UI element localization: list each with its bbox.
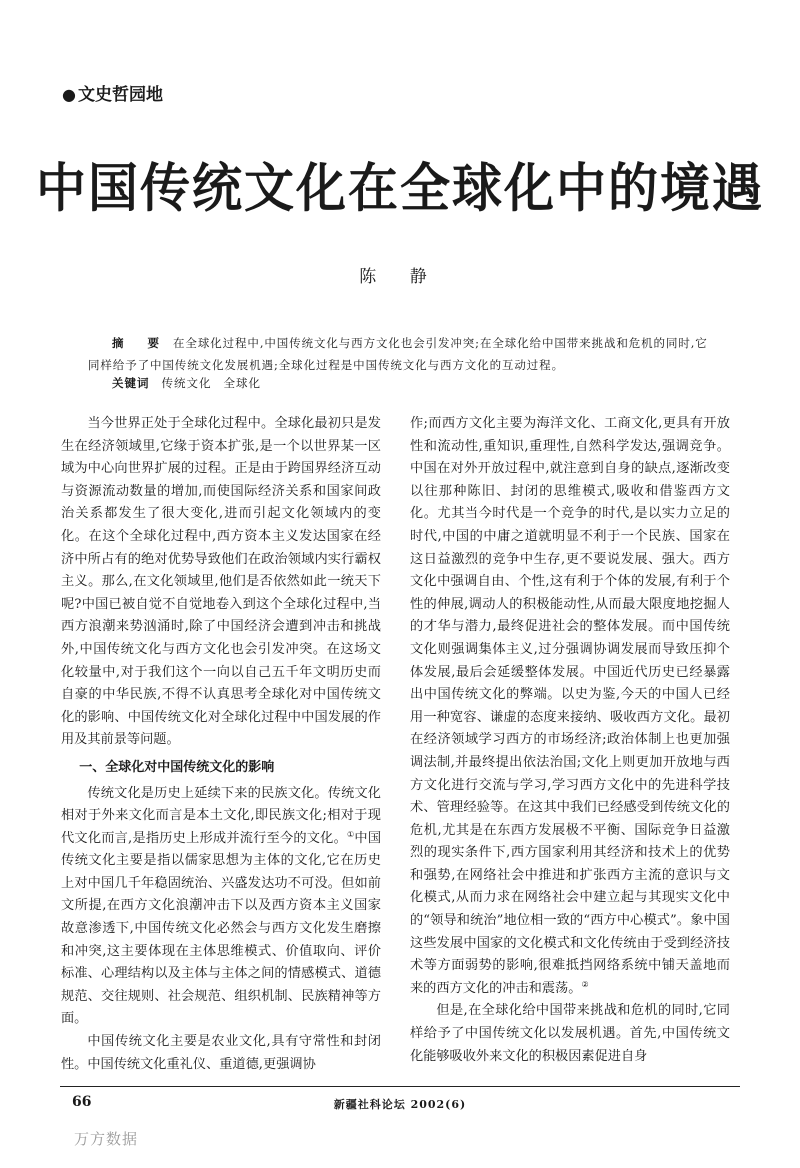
- footnote-marker: ②: [581, 979, 589, 989]
- author: 陈 静: [359, 267, 441, 287]
- abstract-text: 在全球化过程中,中国传统文化与西方文化也会引发冲突;在全球化给中国带来挑战和危机的同时,它同样给予了中国传统文化发展机遇;全球化过程是中国传统文化与西方文化的互动过程。: [88, 336, 708, 372]
- paragraph-text: 作;而西方文化主要为海洋文化、工商文化,更具有开放性和流动性,重知识,重理性,自然科学发达,强调竞争。中国在对外开放过程中,就注意到自身的缺点,逐渐改变以往那种陈旧、封闭的思维模式,吸收和借鉴西方文化。尤其当今时代是一个竞争的时代,是以实力立足的时代,中国的中庸之道就明显不利于一个民族、国家在这日益激烈的竞争中生存,更不要说发展、强大。西方文化中强调自由、个性,这有利于个体的发展,有利于个性的伸展,调动人的积极能动性,从而最大限度地挖掘人的才华与潜力,最终促进社会的整体发展。而中国传统文化则强调集体主义,过分强调协调发展而导致压抑个体发展,最后会延缓整体发展。中国近代历史已经暴露出中国传统文化的弊端。以史为鉴,今天的中国人已经用一种宽容、谦虚的态度来接纳、吸收西方文化。最初在经济领域学习西方的市场经济;政治体制上也更加强调法制,并最终提出依法治国;文化上则更加开放地与西方文化进行交流与学习,学习西方文化中的先进科学技术、管理经验等。在这其中我们已经感受到传统文化的危机,尤其是在东西方发展极不平衡、国际竞争日益激烈的现实条件下,西方国家利用其经济和技术上的优势和强势,在网络社会中推进和扩张西方主流的意识与文化模式,从而力求在网络社会中建立起与其现实文化中的“领导和统治”地位相一致的“西方中心模式”。象中国这些发展中国家的文化模式和文化传统由于受到经济技术等方面弱势的影响,很难抵挡网络系统中铺天盖地而来的西方文化的冲击和震荡。: [410, 416, 730, 996]
- keyword: 全球化: [223, 376, 261, 390]
- abstract: [88, 332, 718, 376]
- section-tag-label: 文史哲园地: [77, 85, 163, 105]
- paragraph: [410, 413, 730, 1000]
- journal-name: 新疆社科论坛 2002(6): [333, 1098, 467, 1111]
- paragraph-text: 传统文化是历史上延续下来的民族文化。传统文化相对于外来文化而言是本土文化,即民族文化;相对于现代文化而言,是指历史上形成并流行至今的文化。: [61, 785, 381, 846]
- paragraph: 中国传统文化主要是农业文化,具有守常性和封闭性。中国传统文化重礼仪、重道德,更强调协: [61, 1034, 381, 1072]
- paragraph: 当今世界正处于全球化过程中。全球化最初只是发生在经济领域里,它缘于资本扩张,是一个以世界某一区域为中心向世界扩展的过程。正是由于跨国界经济互动与资源流动数量的增加,而使国际经济关系和国家间政治关系都发生了很大变化,进而引起文化领域内的变化。在这个全球化过程中,西方资本主义发达国家在经济中所占有的绝对优势导致他们在政治领域内实行霸权主义。那么,在文化领域里,他们是否依然如此一统天下呢?中国已被自觉不自觉地卷入到这个全球化过程中,当西方浪潮来势汹涌时,除了中国经济会遭到冲击和挑战外,中国传统文化与西方文化也会引发冲突。在这场文化较量中,对于我们这个一向以自己五千年文明历史而自豪的中华民族,不得不认真思考全球化对中国传统文化的影响、中国传统文化对全球化过程中中国发展的作用及其前景等问题。: [61, 416, 381, 748]
- keyword: 传统文化: [161, 376, 212, 390]
- left-column: [61, 413, 381, 1076]
- keywords: [112, 375, 273, 391]
- article-title: 中国传统文化在全球化中的境遇: [36, 157, 764, 219]
- paragraph: [61, 783, 381, 1032]
- right-column: [410, 413, 730, 1068]
- section-tag: [62, 80, 163, 105]
- watermark: 万方数据: [74, 1130, 139, 1148]
- bullet-icon: ●: [62, 85, 76, 104]
- paragraph: 但是,在全球化给中国带来挑战和危机的同时,它同样给予了中国传统文化以发展机遇。首先,中国传统文化能够吸收外来文化的积极因素促进自身: [410, 1003, 730, 1064]
- section-heading: 一、全球化对中国传统文化的影响: [79, 759, 275, 775]
- footnote-marker: ①: [347, 829, 355, 839]
- footer-rule: [60, 1086, 740, 1087]
- page-number: 66: [72, 1094, 92, 1110]
- abstract-label: 摘 要: [112, 336, 170, 350]
- paragraph-text: 中国传统文化主要是指以儒家思想为主体的文化,它在历史上对中国几千年稳固统治、兴盛发达功不可没。但如前文所提,在西方文化浪潮冲击下以及西方资本主义国家故意渗透下,中国传统文化必然会与西方文化发生磨擦和冲突,这主要体现在主体思维模式、价值取向、评价标准、心理结构以及主体与主体之间的情感模式、道德规范、交往规则、社会规范、组织机制、民族精神等方面。: [61, 830, 382, 1027]
- keywords-label: 关键词: [112, 376, 150, 390]
